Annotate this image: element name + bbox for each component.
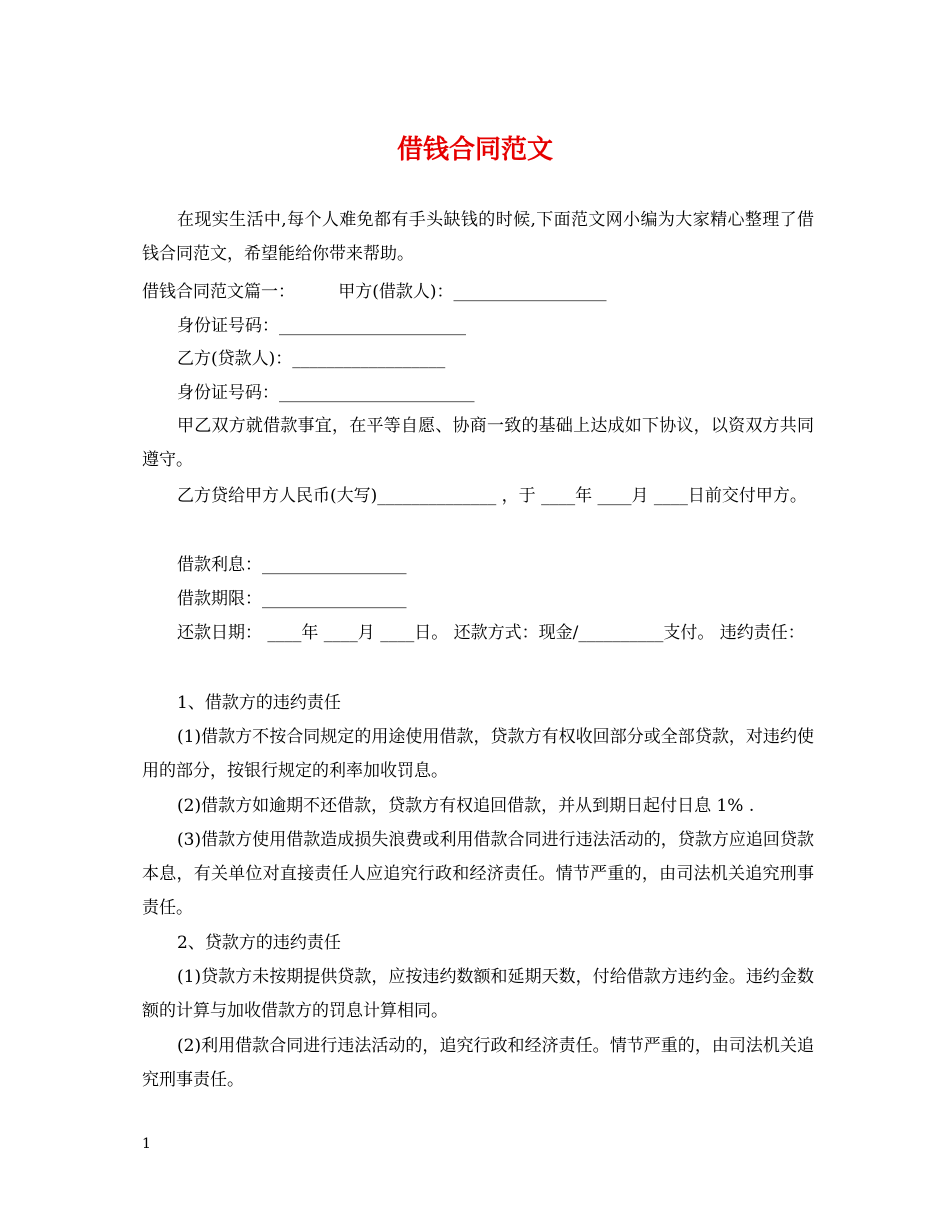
party-b-line: 乙方(贷款人)：__________________ [177, 349, 446, 369]
clause-borrower-1: (1)借款方不按合同规定的用途使用借款，贷款方有权收回部分或全部贷款，对违约使用的部分，按银行规定的利率加收罚息。 [142, 727, 814, 781]
party-a-line: 借钱合同范文篇一： 甲方(借款人)：__________________ [142, 282, 607, 302]
clause-lender-2: (2)利用借款合同进行违法活动的，追究行政和经济责任。情节严重的，由司法机关追究刑事责任。 [142, 1036, 814, 1090]
clause-borrower-3: (3)借款方使用借款造成损失浪费或利用借款合同进行违法活动的，贷款方应追回贷款本息，有关单位对直接责任人应追究行政和经济责任。情节严重的，由司法机关追究刑事责任。 [142, 830, 814, 918]
clause-lender-1: (1)贷款方未按期提供贷款，应按违约数额和延期天数，付给借款方违约金。违约金数额的计算与加收借款方的罚息计算相同。 [142, 967, 814, 1021]
clause-borrower-2: (2)借款方如逾期不还借款，贷款方有权追回借款，并从到期日起付日息 1% . [177, 796, 755, 816]
section-heading-borrower: 1、借款方的违约责任 [177, 693, 341, 713]
intro-paragraph: 在现实生活中,每个人难免都有手头缺钱的时候,下面范文网小编为大家精心整理了借钱合同范文，希望能给你带来帮助。 [142, 210, 814, 264]
repayment-paragraph: 还款日期： ____年 ____月 ____日。 还款方式：现金/__________支付。 违约责任： [177, 623, 805, 643]
party-a-id-line: 身份证号码：______________________ [177, 316, 466, 336]
document-title: 借钱合同范文 [396, 135, 553, 165]
loan-amount-paragraph: 乙方贷给甲方人民币(大写)______________ ，于 ____年 ____月 ____日前交付甲方。 [177, 486, 807, 506]
party-b-id-line: 身份证号码：_______________________ [177, 383, 475, 403]
agreement-paragraph: 甲乙双方就借款事宜，在平等自愿、协商一致的基础上达成如下协议，以资双方共同遵守。 [142, 416, 814, 470]
interest-line: 借款利息：_________________ [177, 555, 407, 575]
section-heading-lender: 2、贷款方的违约责任 [177, 933, 341, 953]
term-line: 借款期限：_________________ [177, 589, 407, 609]
page-number: 1 [142, 1136, 151, 1152]
